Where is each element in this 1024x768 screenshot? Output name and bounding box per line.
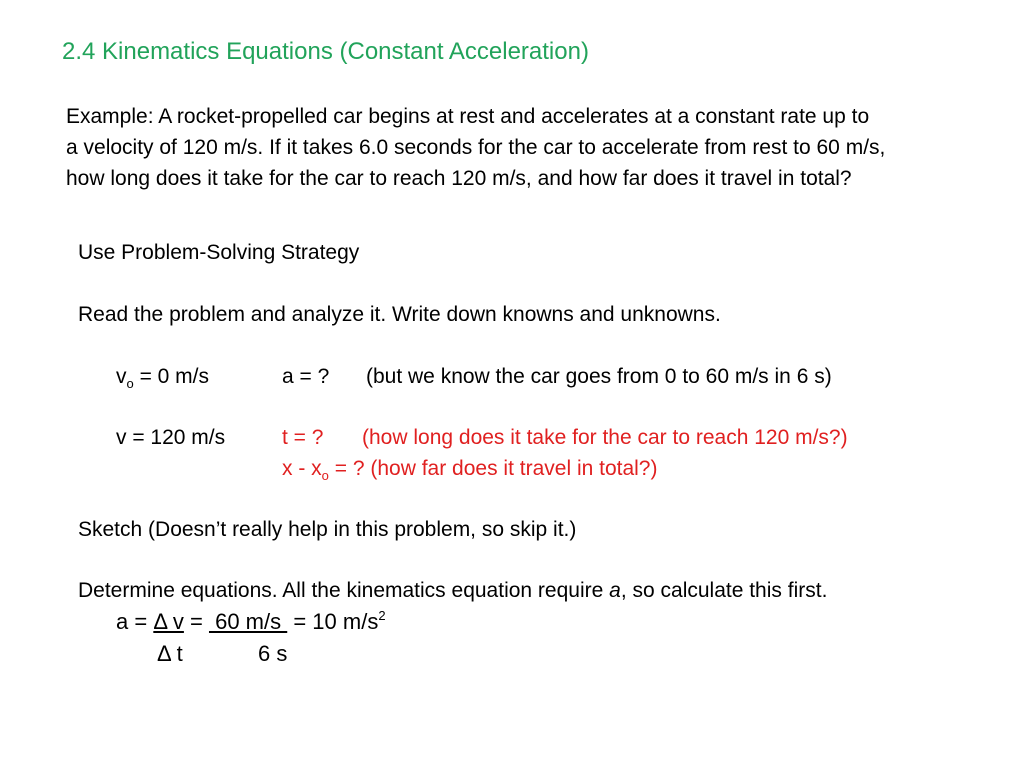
v0-symbol: v [116, 365, 127, 388]
formula-numerator-line [116, 609, 386, 635]
formula-delta-v: Δ v [153, 609, 184, 634]
strategy-heading: Use Problem-Solving Strategy [78, 241, 360, 264]
v0-subscript: o [126, 376, 134, 391]
determine-after: , so calculate this first. [620, 579, 828, 602]
page-title: 2.4 Kinematics Equations (Constant Acceleration) [62, 38, 589, 65]
example-line-2: a velocity of 120 m/s. If it takes 6.0 seconds for the car to accelerate from rest to 60 m/s, [66, 136, 886, 159]
example-line-1: Example: A rocket-propelled car begins at rest and accelerates at a constant rate up to [66, 105, 870, 128]
v0-value: = 0 m/s [133, 365, 210, 388]
unknown-displacement [282, 457, 657, 481]
x-subscript: o [321, 468, 329, 483]
determine-step [78, 579, 827, 603]
unknown-a: a = ? [282, 365, 330, 388]
formula-numerator: 60 m/s [208, 609, 288, 634]
known-v0 [116, 365, 209, 389]
read-step: Read the problem and analyze it. Write down knowns and unknowns. [78, 303, 721, 326]
known-v: v = 120 m/s [116, 426, 226, 449]
formula-delta-t: Δ t [157, 641, 183, 666]
t-note: (how long does it take for the car to reach 120 m/s?) [362, 426, 848, 449]
example-line-3: how long does it take for the car to reach 120 m/s, and how far does it travel in total? [66, 167, 852, 190]
x-prefix: x - x [282, 457, 322, 480]
determine-before: Determine equations. All the kinematics equation require [78, 579, 610, 602]
unknown-t: t = ? [282, 426, 324, 449]
x-note: = ? (how far does it travel in total?) [328, 457, 658, 480]
formula-denominator: 6 s [258, 641, 288, 666]
formula-eq1: = [183, 609, 209, 634]
formula-a-eq: a = [116, 609, 154, 634]
determine-italic-a: a [609, 579, 621, 602]
formula-result: = 10 m/s [287, 609, 379, 634]
formula-exponent: 2 [378, 608, 386, 623]
a-note: (but we know the car goes from 0 to 60 m/s in 6 s) [366, 365, 832, 388]
example-text [66, 101, 885, 194]
sketch-step: Sketch (Doesn’t really help in this problem, so skip it.) [78, 518, 577, 541]
